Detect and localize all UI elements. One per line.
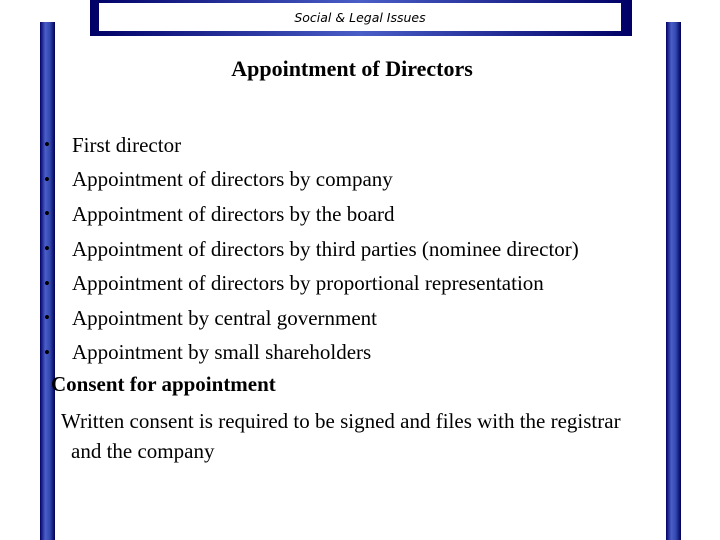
- consent-heading: Consent for appointment: [51, 372, 276, 396]
- list-item-text: First director: [72, 132, 182, 157]
- bullet-icon: •: [44, 308, 50, 328]
- bullet-icon: •: [44, 342, 50, 362]
- bullet-icon: •: [44, 273, 50, 293]
- list-item-text: Appointment of directors by the board: [72, 201, 395, 226]
- right-decorative-bar: [666, 22, 681, 540]
- bullet-icon: •: [44, 239, 50, 259]
- header-banner-text: Social & Legal Issues: [294, 9, 426, 25]
- list-item-text: Appointment of directors by company: [72, 167, 393, 192]
- bullet-icon: •: [44, 169, 50, 189]
- list-item-text: Appointment by small shareholders: [72, 340, 372, 365]
- header-banner-inner: [99, 3, 621, 31]
- list-item-text: Appointment of directors by third parties (nominee director): [72, 236, 579, 261]
- slide-title: Appointment of Directors: [231, 56, 473, 81]
- bullet-icon: •: [44, 204, 50, 224]
- list-item-text: Appointment by central government: [72, 305, 378, 330]
- bullet-icon: •: [44, 135, 50, 155]
- consent-body-text: Written consent is required to be signed and files with the registrar and the company: [61, 409, 621, 463]
- list-item-text: Appointment of directors by proportional representation: [72, 271, 544, 296]
